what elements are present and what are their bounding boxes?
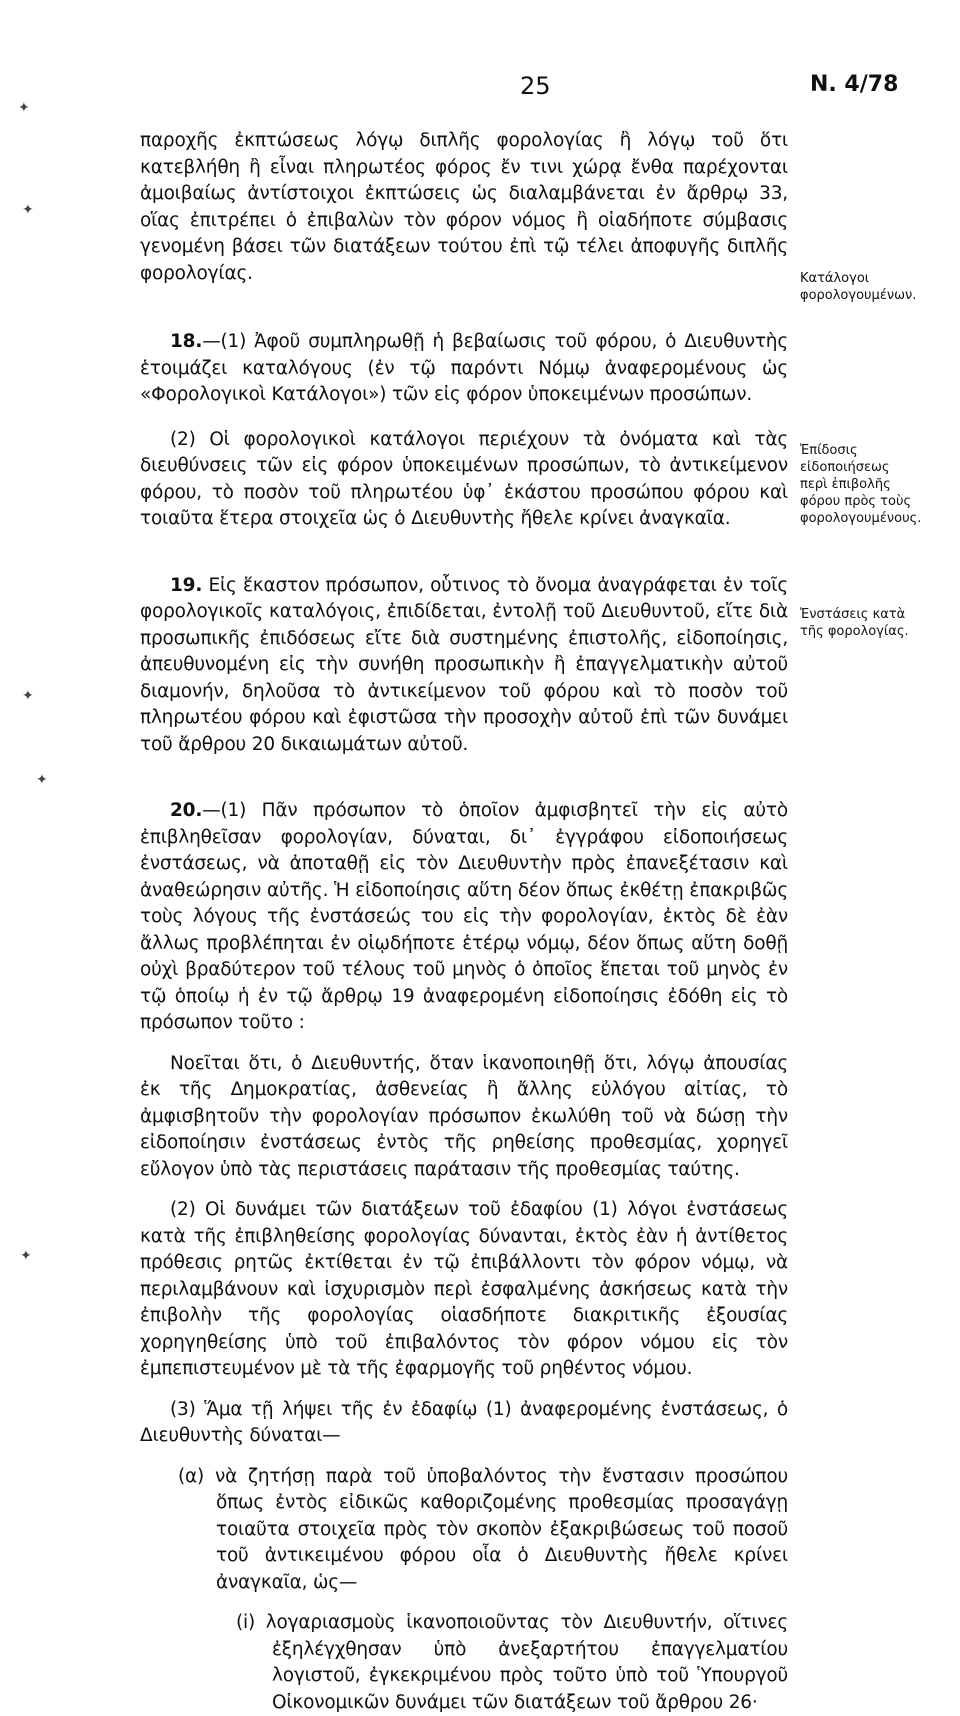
section-19-number: 19. — [170, 574, 203, 596]
section-19-paragraph — [140, 573, 788, 759]
page-number: 25 — [520, 72, 551, 100]
section-20-paragraph-3: (3) Ἅμα τῇ λήψει τῆς ἐν ἐδαφίῳ (1) ἀναφερομένης ἐνστάσεως, ὁ Διευθυντὴς δύναται— — [140, 1398, 788, 1446]
main-text — [140, 128, 788, 1716]
continuation-paragraph: παροχῆς ἐκπτώσεως λόγῳ διπλῆς φορολογίας ἢ λόγῳ τοῦ ὅτι κατεβλήθη ἢ εἶναι πληρωτέος φόρος ἔν τινι χώρᾳ ἔνθα παρέχονται ἀμοιβαίως ἀντίστοιχοι ἐκπτώσεις ὡς διαλαμβάνεται ἐν ἄρθρῳ 33, οἵας ἐπιτρέπει ὁ ἐπιβαλὼν τὸν φόρον νόμος ἢ οἱαδήποτε σύμβασις γενομένη βάσει τῶν διατάξεων τούτου ἐπὶ τῷ τέλει ἀποφυγῆς διπλῆς φορολογίας. — [140, 130, 788, 284]
section-20-paragraph-1 — [140, 798, 788, 1037]
section-20-item-a: (α) νὰ ζητήσῃ παρὰ τοῦ ὑποβαλόντος τὴν ἔνστασιν προσώπου ὅπως ἐντὸς εἰδικῶς καθοριζομένης προθεσμίας προσαγάγῃ τοιαῦτα στοιχεῖα πρὸς τὸν σκοπὸν ἐξακριβώσεως τοῦ ποσοῦ τοῦ ἀντικειμένου φόρου οἷα ὁ Διευθυντὴς ἤθελε κρίνει ἀναγκαῖα, ὡς— — [178, 1465, 788, 1593]
scan-mark-1: ✦ — [18, 100, 30, 116]
section-20-paragraph-2: (2) Οἱ δυνάμει τῶν διατάξεων τοῦ ἐδαφίου (1) λόγοι ἐνστάσεως κατὰ τῆς ἐπιβληθείσης φορολογίας δύνανται, ἐκτὸς ἐὰν ἡ ἀντίθετος πρόθεσις ρητῶς ἐκτίθεται ἐν τῷ ἐπιβάλλοντι τὸν φόρον νόμῳ, νὰ περιλαμβάνουν καὶ ἰσχυρισμὸν περὶ ἐσφαλμένης ἀσκήσεως κατὰ τὴν ἐπιβολὴν τῆς φορολογίας οἱασδήποτε διακριτικῆς ἐξουσίας χορηγηθείσης ὑπὸ τοῦ ἐπιβαλόντος τὸν φόρον νόμου εἰς τὸν ἐμπεπιστευμένον μὲ τὰ τῆς ἐφαρμογῆς τοῦ ρηθέντος νόμου. — [140, 1199, 788, 1379]
section-18-paragraph-1 — [140, 329, 788, 409]
law-reference: Ν. 4/78 — [810, 72, 899, 97]
section-18-paragraph-2: (2) Οἱ φορολογικοὶ κατάλογοι περιέχουν τὰ ὀνόματα καὶ τὰς διευθύνσεις τῶν εἰς φόρον ὑποκειμένων προσώπων, τὸ ἀντικείμενον φόρου, τὸ ποσὸν τοῦ πληρωτέου ὑφ᾽ ἑκάστου προσώπου φόρου καὶ τοιαῦτα ἕτερα στοιχεῖα ὡς ὁ Διευθυντὴς ἤθελε κρίνει ἀναγκαῖα. — [140, 428, 788, 529]
scan-mark-5: ✦ — [20, 1248, 32, 1264]
section-20-proviso: Νοεῖται ὅτι, ὁ Διευθυντής, ὅταν ἱκανοποιηθῇ ὅτι, λόγῳ ἀπουσίας ἐκ τῆς Δημοκρατίας, ἀσθενείας ἢ ἄλλης εὐλόγου αἰτίας, τὸ ἀμφισβητοῦν τὴν φορολογίαν πρόσωπον ἐκωλύθη τοῦ νὰ δώσῃ τὴν εἰδοποίησιν ἐνστάσεως ἐντὸς τῆς ρηθείσης προθεσμίας, χορηγεῖ εὔλογον ὑπὸ τὰς περιστάσεις παράτασιν τῆς προθεσμίας ταύτης. — [140, 1052, 788, 1180]
margin-note-20: Ἐνστάσεις κατὰ τῆς φορολογίας. — [800, 607, 909, 639]
margin-note-19: Ἐπίδοσις εἰδοποιήσεως περὶ ἐπιβολῆς φόρου πρὸς τοὺς φορολογουμένους. — [800, 443, 922, 526]
page-header — [0, 72, 960, 112]
section-18-number: 18. — [170, 331, 203, 352]
section-19-text: Εἰς ἕκαστον πρόσωπον, οὗτινος τὸ ὄνομα ἀναγράφεται ἐν τοῖς φορολογικοῖς καταλόγοις, ἐπιδίδεται, ἐντολῇ τοῦ Διευθυντοῦ, εἴτε διὰ προσωπικῆς ἐπιδόσεως εἴτε διὰ συστημένης ἐπιστολῆς, εἰδοποίησις, ἀπευθυνομένη εἰς τὴν συνήθη προσωπικὴν ἢ ἐπαγγελματικὴν αὐτοῦ διαμονήν, δηλοῦσα τὸ ἀντικείμενον τοῦ φόρου καὶ τὸ ποσὸν τοῦ πληρωτέου φόρου καὶ ἐφιστῶσα τὴν προσοχὴν αὐτοῦ ἐπὶ τῶν δυνάμει τοῦ ἄρθρου 20 δικαιωμάτων αὐτοῦ. — [140, 574, 788, 755]
margin-note-18: Κατάλογοι φορολογουμένων. — [800, 271, 917, 303]
section-20-text-1: —(1) Πᾶν πρόσωπον τὸ ὁποῖον ἀμφισβητεῖ τὴν εἰς αὐτὸ ἐπιβληθεῖσαν φορολογίαν, δύναται, δι᾽ ἐγγράφου εἰδοποιήσεως ἐνστάσεως, νὰ ἀποταθῇ εἰς τὸν Διευθυντὴν πρὸς ἐπανεξέτασιν καὶ ἀναθεώρησιν αὐτῆς. Ἡ εἰδοποίησις αὕτη δέον ὅπως ἐκθέτῃ ἐπακριβῶς τοὺς λόγους τῆς ἐνστάσεώς του εἰς τὴν φορολογίαν, ἐκτὸς δὲ ἐὰν ἄλλως προβλέπηται ἐν οἱῳδήποτε ἑτέρῳ νόμῳ, δέον ὅπως αὕτη δοθῇ οὐχὶ βραδύτερον τοῦ τέλους τοῦ μηνὸς ὁ ὁποῖος ἕπεται τοῦ μηνὸς ἐν τῷ ὁποίῳ ἡ ἐν τῷ ἄρθρῳ 19 ἀναφερομένη εἰδοποίησις ἐδόθη εἰς τὸ πρόσωπον τοῦτο : — [140, 800, 788, 1033]
section-18-text-1: —(1) Ἀφοῦ συμπληρωθῇ ἡ βεβαίωσις τοῦ φόρου, ὁ Διευθυντὴς ἑτοιμάζει καταλόγους (ἐν τῷ παρόντι Νόμῳ ἀναφερομένους ὡς «Φορολογικοὶ Κατάλογοι») τῶν εἰς φόρον ὑποκειμένων προσώπων. — [140, 331, 788, 405]
scan-mark-4: ✦ — [36, 772, 48, 788]
section-20-item-i: (i) λογαριασμοὺς ἱκανοποιοῦντας τὸν Διευθυντήν, οἵτινες ἐξηλέγχθησαν ὑπὸ ἀνεξαρτήτου ἐπαγγελματίου λογιστοῦ, ἐγκεκριμένου πρὸς τοῦτο ὑπὸ τοῦ Ὑπουργοῦ Οἰκονομικῶν δυνάμει τῶν διατάξεων τοῦ ἄρθρου 26· — [236, 1612, 788, 1713]
section-20-number: 20. — [170, 800, 203, 821]
scan-mark-2: ✦ — [22, 202, 34, 218]
scan-mark-3: ✦ — [22, 688, 34, 704]
